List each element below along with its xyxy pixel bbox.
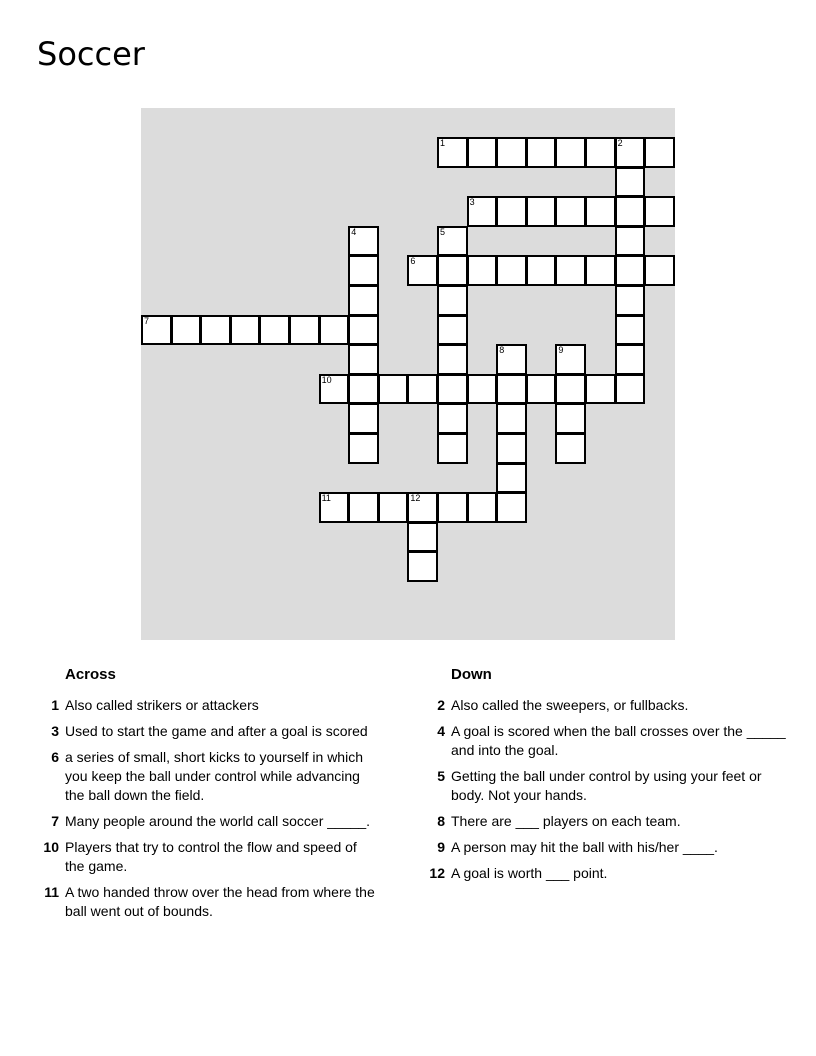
clue-text: A person may hit the ball with his/her ____. [451, 839, 718, 855]
clue-number: 12 [410, 493, 421, 504]
grid-cell[interactable] [555, 433, 586, 464]
clue-text: A goal is worth ___ point. [451, 865, 608, 881]
grid-cell[interactable] [467, 374, 498, 405]
down-clue [426, 838, 786, 857]
down-clue-list [426, 696, 786, 883]
across-clues [40, 664, 380, 928]
clue-number: 6 [410, 256, 416, 267]
grid-cell[interactable] [555, 403, 586, 434]
grid-cell[interactable] [230, 315, 261, 346]
grid-cell[interactable] [259, 315, 290, 346]
clue-number: 4 [437, 723, 445, 739]
across-clue [40, 838, 380, 876]
down-clue [426, 812, 786, 831]
down-clue [426, 722, 786, 760]
grid-cell[interactable] [644, 196, 675, 227]
grid-cell[interactable] [555, 255, 586, 286]
grid-cell[interactable] [555, 196, 586, 227]
clue-number: 10 [321, 374, 332, 385]
clue-text: a series of small, short kicks to yourself in which you keep the ball under control while advancing the ball down the field. [65, 749, 363, 803]
grid-cell[interactable] [348, 344, 379, 375]
down-clue [426, 767, 786, 805]
grid-cell[interactable] [467, 255, 498, 286]
clue-number: 11 [44, 884, 59, 900]
across-clue [40, 722, 380, 741]
across-clue [40, 748, 380, 805]
grid-cell[interactable] [407, 374, 438, 405]
clue-text: There are ___ players on each team. [451, 813, 681, 829]
grid-cell[interactable] [496, 433, 527, 464]
grid-cell[interactable] [496, 403, 527, 434]
grid-cell[interactable] [437, 403, 468, 434]
grid-cell[interactable] [378, 492, 409, 523]
grid-cell[interactable] [348, 255, 379, 286]
down-heading: Down [451, 666, 492, 683]
grid-cell[interactable] [407, 522, 438, 553]
grid-cell[interactable] [437, 374, 468, 405]
down-clue [426, 864, 786, 883]
grid-cell[interactable] [319, 492, 350, 523]
grid-cell[interactable] [496, 492, 527, 523]
clue-text: A two handed throw over the head from where the ball went out of bounds. [65, 884, 375, 919]
clue-number: 2 [617, 138, 623, 148]
grid-cell[interactable] [496, 137, 527, 168]
grid-cell[interactable] [526, 137, 557, 168]
clue-number: 5 [437, 768, 445, 784]
grid-cell[interactable] [615, 315, 646, 346]
clue-number: 2 [437, 697, 445, 713]
grid-cell[interactable] [467, 137, 498, 168]
clue-number: 7 [144, 315, 150, 326]
grid-cell[interactable] [555, 137, 586, 168]
page-title: Soccer [37, 35, 145, 73]
grid-cell[interactable] [615, 196, 646, 227]
clue-number: 1 [440, 138, 446, 148]
clue-number: 7 [51, 813, 59, 829]
grid-cell[interactable] [644, 255, 675, 286]
grid-cell[interactable] [496, 344, 527, 375]
grid-cell[interactable] [437, 315, 468, 346]
grid-cell[interactable] [496, 196, 527, 227]
grid-cell[interactable] [467, 196, 498, 227]
grid-cell[interactable] [585, 196, 616, 227]
grid-cell[interactable] [526, 374, 557, 405]
clue-text: Players that try to control the flow and speed of the game. [65, 839, 357, 874]
grid-cell[interactable] [467, 492, 498, 523]
clue-number: 5 [440, 226, 446, 237]
grid-cell[interactable] [348, 285, 379, 316]
grid-cell[interactable] [348, 433, 379, 464]
grid-cell[interactable] [407, 255, 438, 286]
grid-cell[interactable] [585, 255, 616, 286]
grid-cell[interactable] [407, 551, 438, 582]
grid-cell[interactable] [378, 374, 409, 405]
grid-cell[interactable] [526, 196, 557, 227]
clue-number: 12 [429, 865, 445, 881]
grid-cell[interactable] [319, 315, 350, 346]
grid-cell[interactable] [437, 255, 468, 286]
grid-cell[interactable] [615, 374, 646, 405]
grid-cell[interactable] [407, 492, 438, 523]
grid-cell[interactable] [615, 137, 646, 168]
grid-cell[interactable] [437, 344, 468, 375]
grid-cell[interactable] [437, 285, 468, 316]
clue-text: Also called the sweepers, or fullbacks. [451, 697, 689, 713]
across-clue [40, 883, 380, 921]
grid-cell[interactable] [141, 315, 172, 346]
clue-number: 9 [437, 839, 445, 855]
across-clue-list [40, 696, 380, 921]
grid-cell[interactable] [615, 285, 646, 316]
clue-text: A goal is scored when the ball crosses over the _____ and into the goal. [451, 723, 786, 758]
grid-cell[interactable] [348, 374, 379, 405]
grid-cell[interactable] [171, 315, 202, 346]
grid-cell[interactable] [437, 137, 468, 168]
grid-cell[interactable] [348, 315, 379, 346]
grid-cell[interactable] [496, 463, 527, 494]
down-clues [426, 664, 786, 890]
clue-number: 9 [558, 345, 564, 356]
grid-cell[interactable] [615, 255, 646, 286]
grid-cell[interactable] [348, 226, 379, 257]
clue-text: Also called strikers or attackers [65, 697, 259, 713]
grid-cell[interactable] [615, 226, 646, 257]
clue-number: 1 [51, 697, 59, 713]
clue-text: Getting the ball under control by using your feet or body. Not your hands. [451, 768, 762, 803]
clue-number: 10 [43, 839, 59, 855]
grid-cell[interactable] [319, 374, 350, 405]
grid-cell[interactable] [289, 315, 320, 346]
across-clue [40, 696, 380, 715]
grid-cell[interactable] [585, 374, 616, 405]
clue-number: 6 [51, 749, 59, 765]
grid-cell[interactable] [644, 137, 675, 168]
clue-number: 11 [321, 493, 331, 504]
across-clue [40, 812, 380, 831]
crossword-grid [141, 108, 675, 640]
clue-text: Many people around the world call soccer _____. [65, 813, 371, 829]
down-clue [426, 696, 786, 715]
grid-cell[interactable] [526, 255, 557, 286]
grid-cell[interactable] [555, 344, 586, 375]
clue-number: 3 [469, 197, 475, 208]
clue-number: 4 [351, 226, 357, 237]
grid-cell[interactable] [496, 374, 527, 405]
grid-cell[interactable] [200, 315, 231, 346]
grid-cell[interactable] [615, 167, 646, 198]
grid-cell[interactable] [496, 255, 527, 286]
grid-cell[interactable] [585, 137, 616, 168]
clue-number: 8 [499, 345, 505, 356]
grid-cell[interactable] [348, 403, 379, 434]
clue-text: Used to start the game and after a goal is scored [65, 723, 368, 739]
grid-cell[interactable] [615, 344, 646, 375]
clue-number: 8 [437, 813, 445, 829]
grid-cell[interactable] [437, 492, 468, 523]
across-heading: Across [65, 666, 116, 683]
grid-cell[interactable] [437, 226, 468, 257]
grid-cell[interactable] [348, 492, 379, 523]
grid-cell[interactable] [555, 374, 586, 405]
clue-number: 3 [51, 723, 59, 739]
grid-cell[interactable] [437, 433, 468, 464]
